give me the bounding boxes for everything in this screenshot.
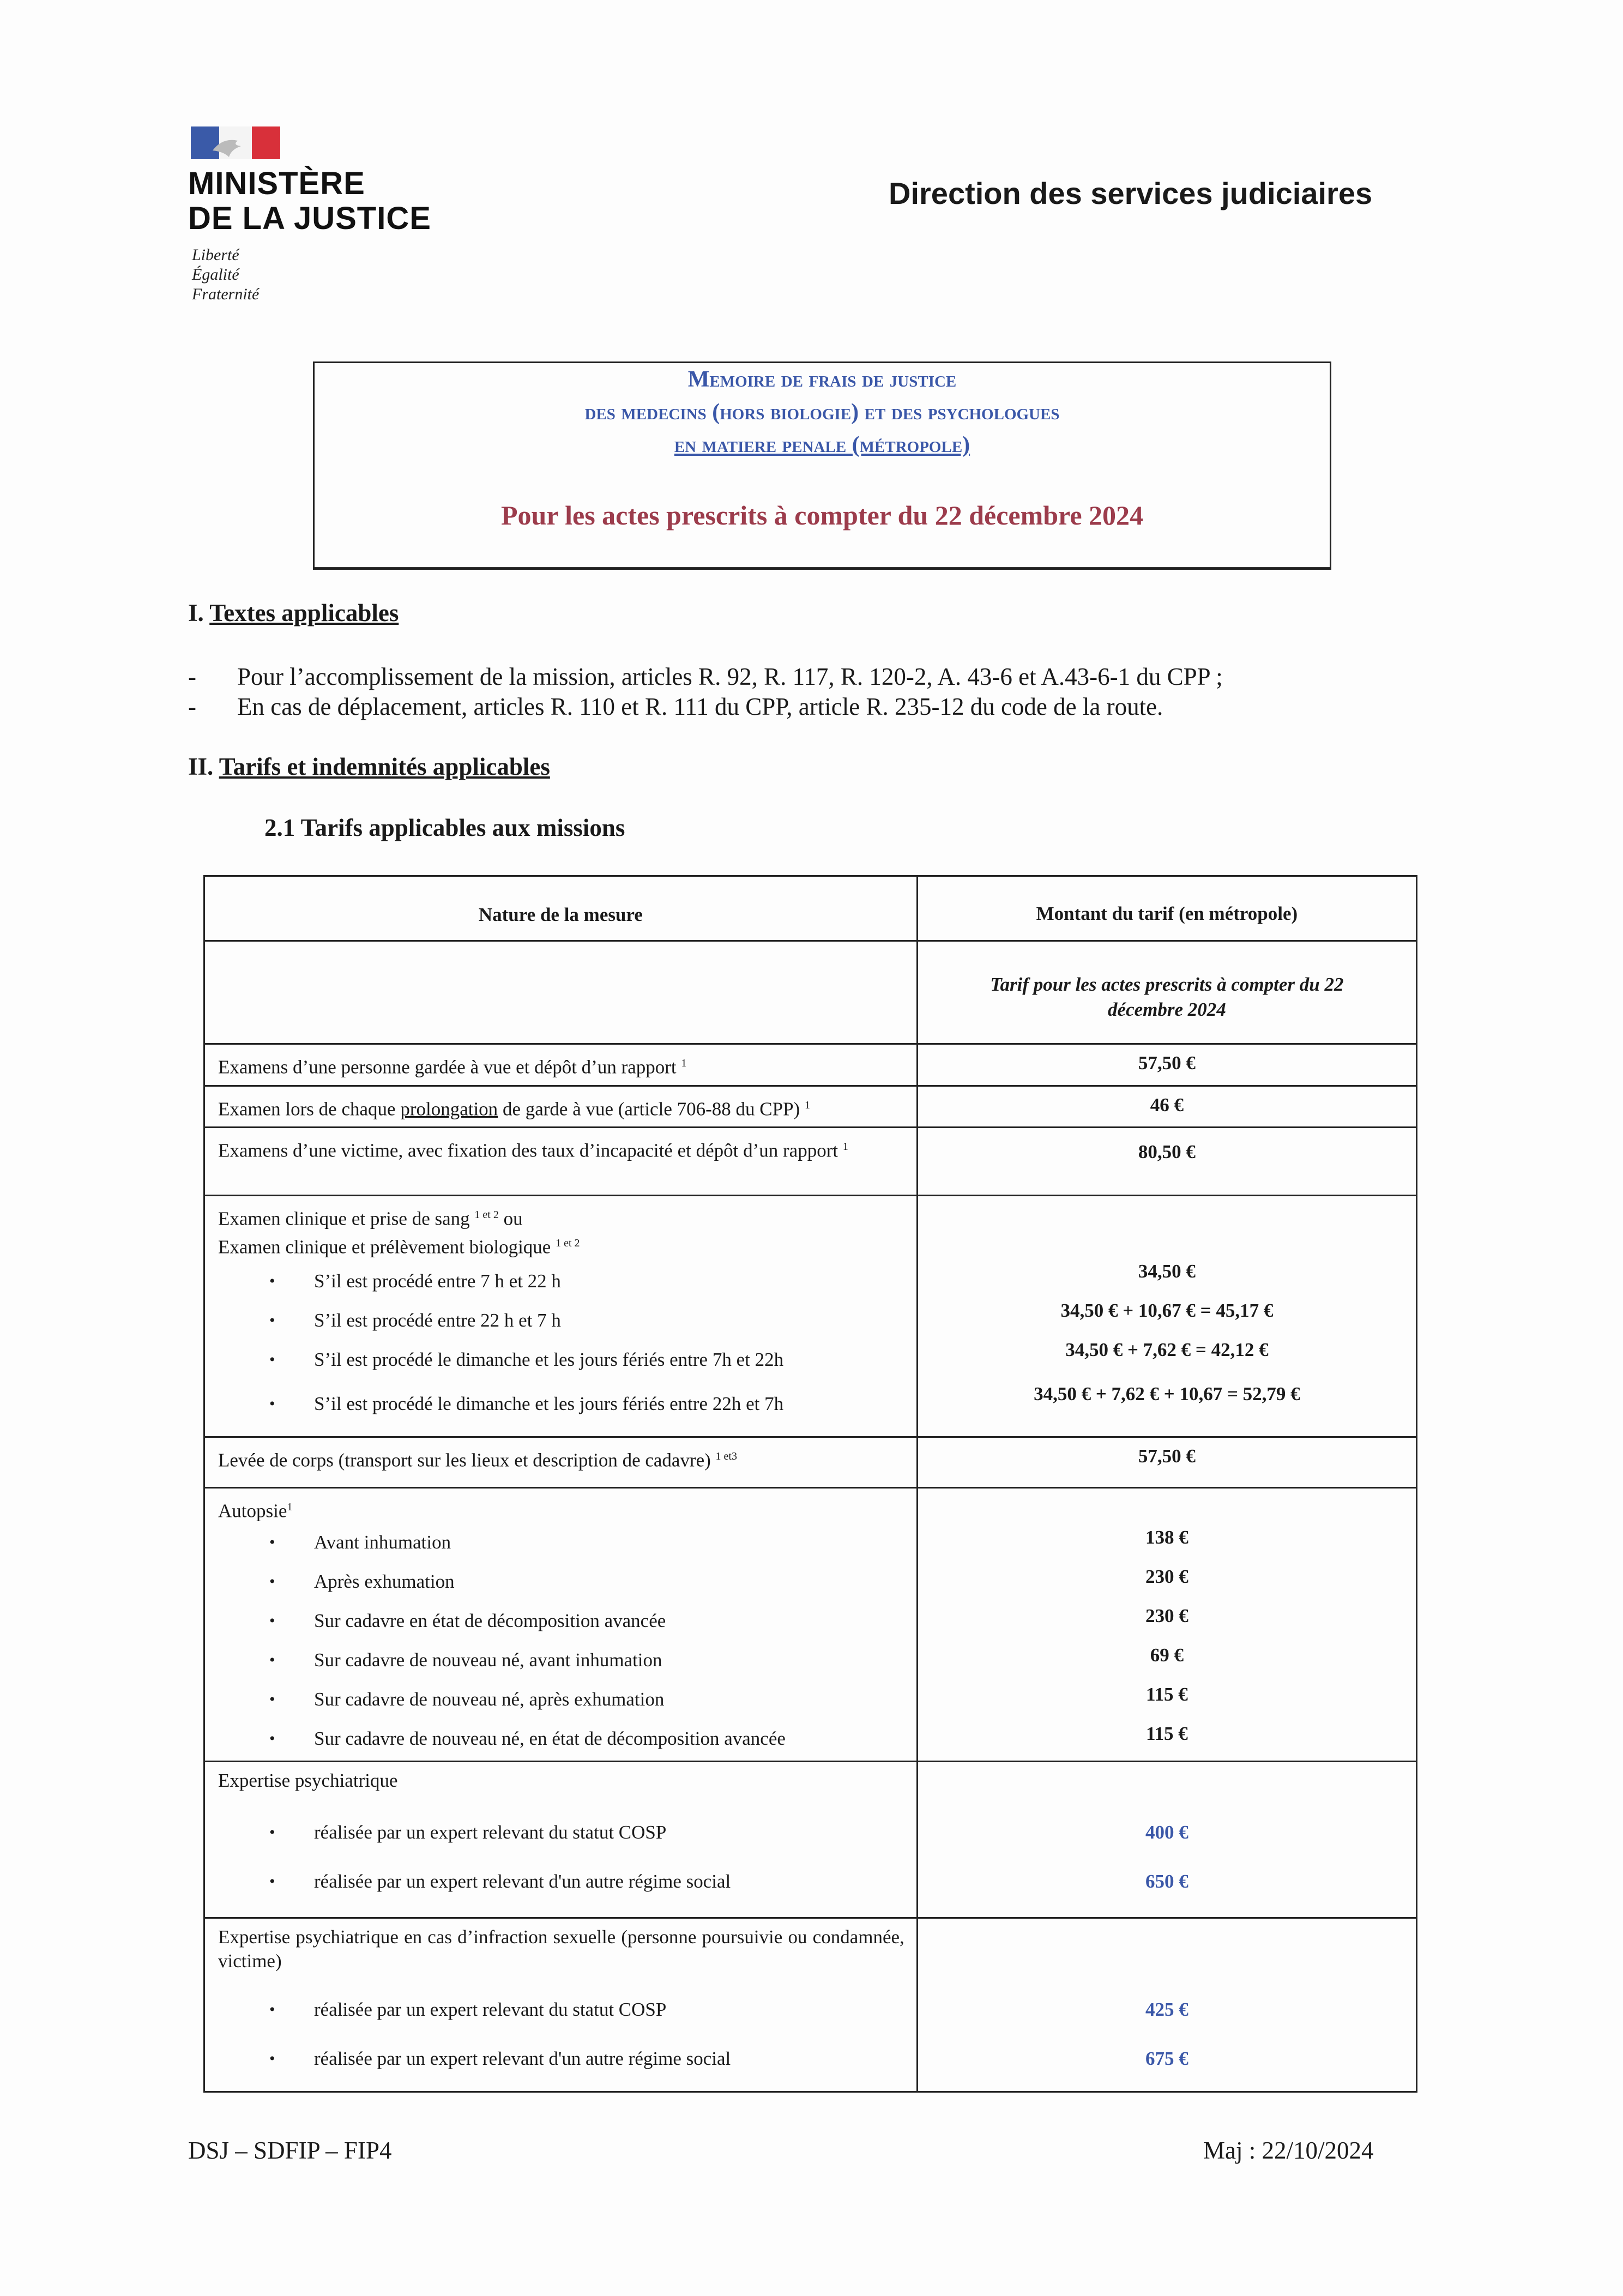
row-prolongation-label: Examen lors de chaque prolongation de garde à vue (article 706-88 du CPP) $^1$ [218, 1098, 810, 1120]
row-levee-amount: 57,50 € [1138, 1445, 1196, 1467]
amount-value: 34,50 € + 10,67 € = 45,17 € [1060, 1300, 1274, 1322]
psy-amounts [918, 1762, 1416, 1906]
list-item: • Sur cadavre de nouveau né, en état de décomposition avancée [205, 1719, 916, 1758]
amount-value: 115 € [1145, 1722, 1188, 1744]
title-line-2: des medecins (hors biologie) et des psychologues [584, 400, 1060, 425]
direction-title: Direction des services judiciaires [889, 176, 1373, 210]
dash-bullet: - [188, 663, 196, 690]
row-victime-amount: 80,50 € [1138, 1141, 1196, 1163]
motto-liberte: Liberté [192, 246, 239, 264]
row-psy-sex-label: Expertise psychiatrique en cas d’infraction sexuelle (personne poursuivie ou condamnée, victime) [218, 1926, 904, 1972]
amount-value: 69 € [1150, 1644, 1184, 1666]
motto-fraternite: Fraternité [192, 285, 260, 303]
table-subheader-row [204, 941, 1417, 1044]
amount-value: 115 € [1145, 1683, 1188, 1705]
table-row [204, 1196, 1417, 1437]
list-item: • S’il est procédé le dimanche et les jours fériés entre 7h et 22h [205, 1340, 916, 1379]
section-2-heading [188, 752, 550, 781]
row-clinique-label: Examen clinique et prise de sang $^{1 et 2}$ ou Examen clinique et prélèvement biologique $^{1 et 2}$ [218, 1208, 580, 1258]
row-levee-label: Levée de corps (transport sur les lieux et description de cadavre) $^{1 et3}$ [218, 1449, 737, 1471]
psy-list [205, 1808, 916, 1917]
amount-value: 650 € [1145, 1871, 1188, 1893]
title-line-1: Memoire de frais de justice [687, 367, 957, 392]
amount-value: 34,50 € + 7,62 € = 42,12 € [1065, 1339, 1269, 1361]
psy-sex-amounts [918, 1919, 1416, 2083]
psy-sex-list [205, 1985, 916, 2091]
amount-value: 230 € [1145, 1565, 1188, 1587]
list-item: • réalisée par un expert relevant du statut COSP [205, 1808, 916, 1857]
table-header-row [204, 876, 1417, 941]
table-row [204, 1918, 1417, 2092]
document-title-box [313, 361, 1331, 570]
republic-motto [192, 245, 259, 304]
list-item: • S’il est procédé le dimanche et les jours fériés entre 22h et 7h [205, 1379, 916, 1429]
table-row [204, 1044, 1417, 1086]
col-amount-header: Montant du tarif (en métropole) [1036, 903, 1298, 924]
list-item: • Sur cadavre de nouveau né, après exhumation [205, 1680, 916, 1719]
col-amount-subheader: Tarif pour les actes prescrits à compter du 22 décembre 2024 [990, 974, 1344, 1020]
ministry-name [188, 166, 431, 236]
table-row [204, 1437, 1417, 1487]
clinique-amounts [918, 1196, 1416, 1419]
list-item: • réalisée par un expert relevant d'un autre régime social [205, 2034, 916, 2083]
list-item: • Après exhumation [205, 1562, 916, 1601]
amount-value: 230 € [1145, 1605, 1188, 1626]
marianne-logo-icon [191, 126, 280, 159]
col-nature-header: Nature de la mesure [478, 904, 643, 925]
applicable-text-1: Pour l’accomplissement de la mission, articles R. 92, R. 117, R. 120-2, A. 43-6 et A.43-6-1 du CPP ; [237, 663, 1223, 690]
row-prolongation-amount: 46 € [1150, 1094, 1184, 1116]
table-row [204, 1086, 1417, 1128]
amount-value: 400 € [1145, 1822, 1188, 1843]
footer-reference: DSJ – SDFIP – FIP4 [188, 2137, 392, 2164]
footer-update-date: Maj : 22/10/2024 [1203, 2137, 1374, 2164]
ministry-line-1: MINISTÈRE [188, 166, 365, 201]
ministry-line-2: DE LA JUSTICE [188, 201, 431, 236]
amount-value: 34,50 € [1138, 1261, 1196, 1282]
section-2-title: Tarifs et indemnités applicables [219, 753, 550, 780]
autopsie-list [205, 1523, 916, 1761]
clinique-list [205, 1262, 916, 1436]
row-autopsie-label: Autopsie$^1$ [218, 1500, 293, 1522]
subsection-title: 2.1 Tarifs applicables aux missions [264, 814, 625, 841]
list-item: • Sur cadavre en état de décomposition avancée [205, 1601, 916, 1641]
title-line-3: en matiere penale (métropole) [674, 432, 970, 457]
row-victime-label: Examens d’une victime, avec fixation des taux d’incapacité et dépôt d’un rapport $^1$ [218, 1140, 848, 1161]
section-2-number: II. [188, 753, 214, 780]
table-row [204, 1762, 1417, 1918]
row-garde-label: Examens d’une personne gardée à vue et dépôt d’un rapport $^1$ [218, 1056, 687, 1078]
table-row [204, 1487, 1417, 1762]
dash-bullet: - [188, 693, 196, 720]
list-item: • réalisée par un expert relevant d'un autre régime social [205, 1857, 916, 1906]
list-item: • réalisée par un expert relevant du statut COSP [205, 1985, 916, 2034]
list-item: • S’il est procédé entre 22 h et 7 h [205, 1301, 916, 1340]
row-psy-label: Expertise psychiatrique [218, 1770, 398, 1792]
row-garde-amount: 57,50 € [1138, 1052, 1196, 1074]
motto-egalite: Égalité [192, 266, 239, 284]
applicable-text-2: En cas de déplacement, articles R. 110 et R. 111 du CPP, article R. 235-12 du code de la route. [237, 693, 1163, 720]
table-row [204, 1128, 1417, 1196]
title-date: Pour les actes prescrits à compter du 22 décembre 2024 [500, 500, 1144, 531]
section-1-number: I. [188, 599, 204, 626]
amount-value: 138 € [1145, 1526, 1188, 1548]
amount-value: 425 € [1145, 1999, 1188, 2021]
section-1-title: Textes applicables [209, 599, 399, 626]
amount-value: 675 € [1145, 2048, 1188, 2070]
tariff-table [203, 875, 1417, 2093]
list-item: • Avant inhumation [205, 1523, 916, 1562]
amount-value: 34,50 € + 7,62 € + 10,67 = 52,79 € [1034, 1383, 1300, 1405]
section-1-heading [188, 599, 399, 627]
list-item: • S’il est procédé entre 7 h et 22 h [205, 1262, 916, 1301]
list-item: • Sur cadavre de nouveau né, avant inhumation [205, 1641, 916, 1680]
autopsie-amounts [918, 1489, 1416, 1753]
